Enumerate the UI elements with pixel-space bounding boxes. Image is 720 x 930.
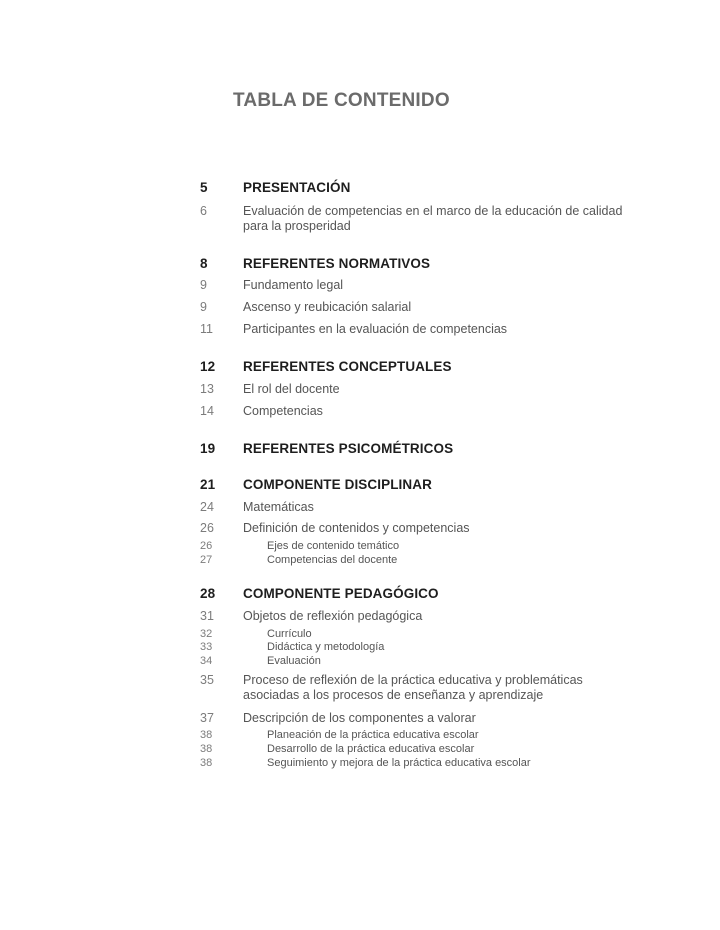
toc-label-line: COMPONENTE DISCIPLINAR [243,477,432,492]
toc-label [267,743,474,755]
toc-page-number: 34 [200,655,213,667]
toc-label-line: REFERENTES NORMATIVOS [243,256,431,271]
toc-label-line: Fundamento legal [243,278,344,292]
toc-label-line: Evaluación de competencias en el marco de la educación de calidad [243,204,623,218]
toc-page-number: 9 [200,278,207,292]
toc-label-line: asociadas a los procesos de enseñanza y aprendizaje [243,688,544,702]
toc-label [243,359,452,374]
toc-page-number: 19 [200,441,216,456]
toc-page-number: 12 [200,359,216,374]
toc-label-line: Desarrollo de la práctica educativa escolar [267,743,475,755]
toc-label-line: Matemáticas [243,500,314,514]
page-title: TABLA DE CONTENIDO [233,90,450,111]
toc-label-line: Competencias del docente [267,554,398,566]
toc-label [243,204,622,234]
toc-label-line: Didáctica y metodología [267,641,385,653]
toc-label [243,382,340,397]
toc-page-number: 13 [200,382,214,396]
toc-page-number: 11 [200,322,213,336]
toc-label [267,729,479,741]
toc-label-line: Seguimiento y mejora de la práctica educativa escolar [267,757,531,769]
toc-label-line: REFERENTES CONCEPTUALES [243,359,452,374]
toc-label-line: Objetos de reflexión pedagógica [243,609,423,623]
toc-label [267,641,384,653]
toc-label-line: Planeación de la práctica educativa escolar [267,729,479,741]
toc-label-line: Ascenso y reubicación salarial [243,300,412,314]
toc-page-number: 8 [200,256,208,271]
toc-label [243,711,476,726]
toc-page-number: 35 [200,673,214,687]
toc-label [243,586,439,601]
toc-label [243,441,453,456]
toc-label [243,278,343,293]
toc-page-number: 37 [200,711,214,725]
toc-page-number: 26 [200,521,214,535]
toc-label [243,180,350,195]
toc-page-number: 21 [200,477,216,492]
toc-label-line: REFERENTES PSICOMÉTRICOS [243,441,454,456]
toc-page-number: 32 [200,628,213,640]
toc-label [267,655,321,667]
toc-page-number: 6 [200,204,207,218]
toc-label [267,540,399,552]
toc-label [243,500,314,515]
toc-label-line: PRESENTACIÓN [243,180,351,195]
toc-label-line: Proceso de reflexión de la práctica educativa y problemáticas [243,673,583,687]
toc-label [243,673,583,703]
toc-label [243,521,470,536]
toc-page-number: 27 [200,554,213,566]
toc-page-number: 26 [200,540,213,552]
toc-label [243,300,411,315]
toc-page-number: 38 [200,743,213,755]
toc-label-line: El rol del docente [243,382,340,396]
toc-label-line: Descripción de los componentes a valorar [243,711,476,725]
toc-label-line: Evaluación [267,655,321,667]
toc-label [243,256,430,271]
toc-label [267,554,397,566]
toc-label-line: para la prosperidad [243,219,351,233]
toc-page-number: 31 [200,609,214,623]
toc-label-line: Definición de contenidos y competencias [243,521,470,535]
toc-page-number: 38 [200,757,213,769]
toc-label-line: Participantes en la evaluación de competencias [243,322,508,336]
toc-label [243,609,422,624]
toc-label [267,757,531,769]
toc-page-number: 9 [200,300,207,314]
toc-label [267,628,312,640]
toc-label-line: Ejes de contenido temático [267,540,400,552]
toc-label-line: Currículo [267,628,312,640]
toc-page-number: 38 [200,729,213,741]
toc-label-line: COMPONENTE PEDAGÓGICO [243,586,439,601]
toc-label [243,322,507,337]
toc-page-number: 24 [200,500,214,514]
toc-label-line: Competencias [243,404,323,418]
toc-label [243,477,432,492]
toc-label [243,404,323,419]
toc-page-number: 14 [200,404,214,418]
toc-page-number: 33 [200,641,213,653]
toc-page-number: 5 [200,180,208,195]
toc-page-number: 28 [200,586,216,601]
